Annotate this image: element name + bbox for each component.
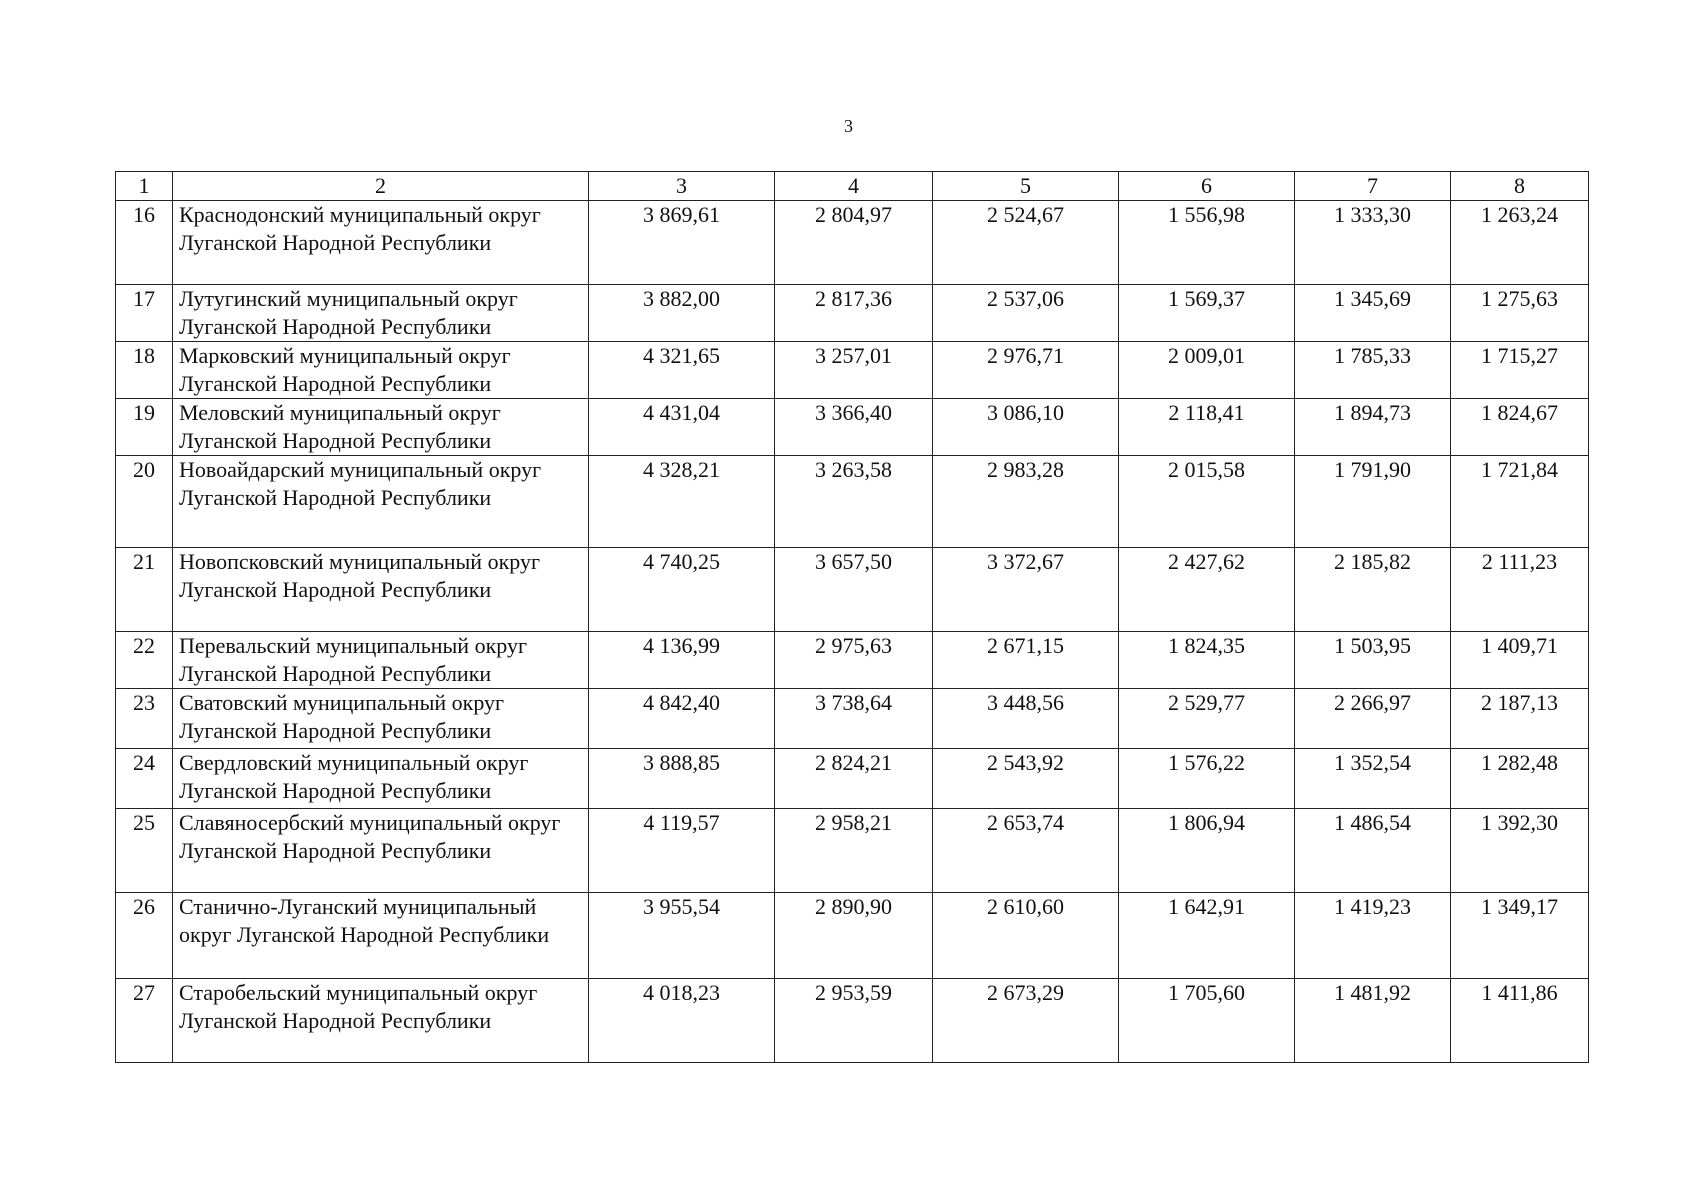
table-row [116, 456, 1589, 548]
value-cell: 2 427,62 [1119, 548, 1295, 632]
table-body [116, 172, 1589, 1063]
value-cell: 2 537,06 [933, 285, 1119, 342]
value-cell: 1 486,54 [1295, 809, 1451, 893]
column-header: 3 [589, 172, 775, 201]
value-cell: 1 894,73 [1295, 399, 1451, 456]
row-number: 24 [116, 749, 173, 809]
value-cell: 3 882,00 [589, 285, 775, 342]
municipality-name: Сватовский муниципальный округ Луганской Народной Республики [173, 689, 589, 749]
municipality-name: Лутугинский муниципальный округ Луганской Народной Республики [173, 285, 589, 342]
column-header: 4 [775, 172, 933, 201]
value-cell: 4 136,99 [589, 632, 775, 689]
value-cell: 1 556,98 [1119, 201, 1295, 285]
value-cell: 4 328,21 [589, 456, 775, 548]
municipality-name: Новоайдарский муниципальный округ Луганской Народной Республики [173, 456, 589, 548]
value-cell: 1 345,69 [1295, 285, 1451, 342]
value-cell: 3 955,54 [589, 893, 775, 979]
value-cell: 2 266,97 [1295, 689, 1451, 749]
value-cell: 1 642,91 [1119, 893, 1295, 979]
municipality-name: Славяносербский муниципальный округ Луганской Народной Республики [173, 809, 589, 893]
value-cell: 2 111,23 [1451, 548, 1589, 632]
value-cell: 2 671,15 [933, 632, 1119, 689]
column-header: 7 [1295, 172, 1451, 201]
row-number: 16 [116, 201, 173, 285]
value-cell: 2 118,41 [1119, 399, 1295, 456]
row-number: 18 [116, 342, 173, 399]
header-row [116, 172, 1589, 201]
value-cell: 1 333,30 [1295, 201, 1451, 285]
table-row [116, 201, 1589, 285]
column-header: 2 [173, 172, 589, 201]
value-cell: 4 431,04 [589, 399, 775, 456]
row-number: 27 [116, 979, 173, 1063]
value-cell: 1 824,35 [1119, 632, 1295, 689]
column-header: 1 [116, 172, 173, 201]
value-cell: 3 372,67 [933, 548, 1119, 632]
table-row [116, 809, 1589, 893]
value-cell: 3 086,10 [933, 399, 1119, 456]
value-cell: 2 673,29 [933, 979, 1119, 1063]
value-cell: 3 657,50 [775, 548, 933, 632]
value-cell: 1 419,23 [1295, 893, 1451, 979]
value-cell: 3 448,56 [933, 689, 1119, 749]
value-cell: 1 352,54 [1295, 749, 1451, 809]
municipality-name: Свердловский муниципальный округ Луганской Народной Республики [173, 749, 589, 809]
table-row [116, 285, 1589, 342]
value-cell: 4 740,25 [589, 548, 775, 632]
value-cell: 2 976,71 [933, 342, 1119, 399]
municipality-name: Новопсковский муниципальный округ Луганской Народной Республики [173, 548, 589, 632]
value-cell: 2 953,59 [775, 979, 933, 1063]
value-cell: 2 529,77 [1119, 689, 1295, 749]
municipality-name: Меловский муниципальный округ Луганской Народной Республики [173, 399, 589, 456]
value-cell: 4 119,57 [589, 809, 775, 893]
value-cell: 1 721,84 [1451, 456, 1589, 548]
table-row [116, 548, 1589, 632]
value-cell: 1 349,17 [1451, 893, 1589, 979]
value-cell: 4 018,23 [589, 979, 775, 1063]
value-cell: 2 543,92 [933, 749, 1119, 809]
value-cell: 2 804,97 [775, 201, 933, 285]
value-cell: 2 983,28 [933, 456, 1119, 548]
value-cell: 1 576,22 [1119, 749, 1295, 809]
value-cell: 3 888,85 [589, 749, 775, 809]
municipality-name: Станично-Луганский муниципальный округ Луганской Народной Республики [173, 893, 589, 979]
table-row [116, 979, 1589, 1063]
value-cell: 4 321,65 [589, 342, 775, 399]
municipality-name: Краснодонский муниципальный округ Луганской Народной Республики [173, 201, 589, 285]
value-cell: 1 715,27 [1451, 342, 1589, 399]
value-cell: 1 481,92 [1295, 979, 1451, 1063]
value-cell: 1 275,63 [1451, 285, 1589, 342]
value-cell: 1 705,60 [1119, 979, 1295, 1063]
municipality-name: Старобельский муниципальный округ Луганской Народной Республики [173, 979, 589, 1063]
value-cell: 2 824,21 [775, 749, 933, 809]
value-cell: 1 785,33 [1295, 342, 1451, 399]
value-cell: 2 015,58 [1119, 456, 1295, 548]
page-number: 3 [844, 116, 853, 136]
table-row [116, 893, 1589, 979]
value-cell: 1 263,24 [1451, 201, 1589, 285]
row-number: 21 [116, 548, 173, 632]
table-row [116, 749, 1589, 809]
row-number: 23 [116, 689, 173, 749]
column-header: 6 [1119, 172, 1295, 201]
value-cell: 3 257,01 [775, 342, 933, 399]
municipality-name: Перевальский муниципальный округ Луганской Народной Республики [173, 632, 589, 689]
value-cell: 3 366,40 [775, 399, 933, 456]
value-cell: 1 806,94 [1119, 809, 1295, 893]
municipality-name: Марковский муниципальный округ Луганской Народной Республики [173, 342, 589, 399]
value-cell: 4 842,40 [589, 689, 775, 749]
value-cell: 2 653,74 [933, 809, 1119, 893]
value-cell: 1 282,48 [1451, 749, 1589, 809]
value-cell: 1 824,67 [1451, 399, 1589, 456]
row-number: 17 [116, 285, 173, 342]
value-cell: 1 409,71 [1451, 632, 1589, 689]
value-cell: 2 975,63 [775, 632, 933, 689]
table-row [116, 689, 1589, 749]
value-cell: 1 569,37 [1119, 285, 1295, 342]
row-number: 20 [116, 456, 173, 548]
value-cell: 1 791,90 [1295, 456, 1451, 548]
table-row [116, 399, 1589, 456]
row-number: 25 [116, 809, 173, 893]
column-header: 5 [933, 172, 1119, 201]
row-number: 22 [116, 632, 173, 689]
row-number: 19 [116, 399, 173, 456]
value-cell: 2 524,67 [933, 201, 1119, 285]
value-cell: 1 392,30 [1451, 809, 1589, 893]
value-cell: 1 503,95 [1295, 632, 1451, 689]
value-cell: 2 610,60 [933, 893, 1119, 979]
value-cell: 3 263,58 [775, 456, 933, 548]
value-cell: 2 817,36 [775, 285, 933, 342]
value-cell: 1 411,86 [1451, 979, 1589, 1063]
table-row [116, 632, 1589, 689]
value-cell: 2 187,13 [1451, 689, 1589, 749]
table-row [116, 342, 1589, 399]
value-cell: 3 738,64 [775, 689, 933, 749]
value-cell: 3 869,61 [589, 201, 775, 285]
tariff-table [115, 171, 1589, 1063]
column-header: 8 [1451, 172, 1589, 201]
value-cell: 2 890,90 [775, 893, 933, 979]
row-number: 26 [116, 893, 173, 979]
value-cell: 2 009,01 [1119, 342, 1295, 399]
value-cell: 2 958,21 [775, 809, 933, 893]
value-cell: 2 185,82 [1295, 548, 1451, 632]
